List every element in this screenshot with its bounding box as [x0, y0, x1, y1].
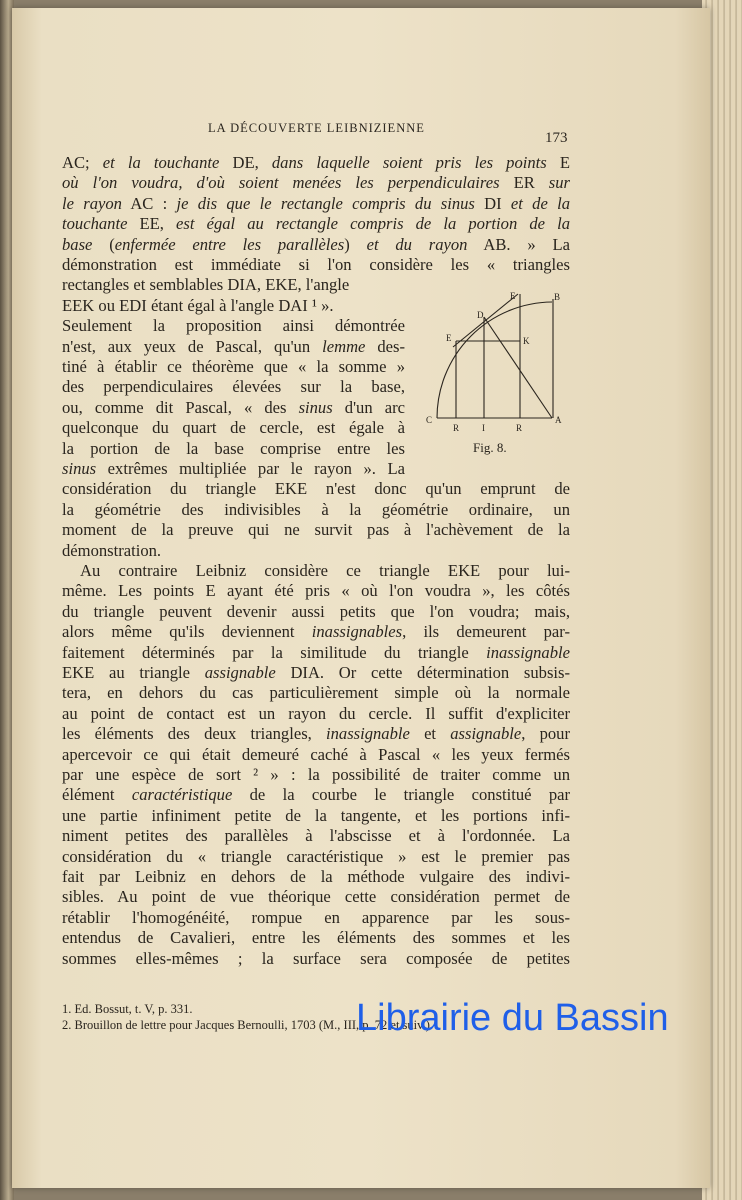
text-segment: DIA. Or cette détermination subsis-: [275, 663, 571, 682]
text-segment: fait par Leibniz en dehors de la méthode vulgaire des indivi-: [62, 867, 570, 886]
text-segment: , pour: [521, 724, 570, 744]
text-segment: AB. » La: [467, 234, 570, 254]
text-segment: n'est, aux yeux de Pascal, qu'un: [62, 336, 323, 356]
text-line: [62, 622, 570, 642]
text-line: [80, 561, 570, 581]
text-segment: moment de la preuve qui ne survit pas à l'achèvement de la: [62, 520, 570, 540]
text-segment: sommes elles-mêmes ; la surface sera composée de petites: [62, 948, 570, 968]
text-segment: considération du triangle EKE n'est donc qu'un emprunt de: [62, 479, 570, 499]
text-segment: et: [409, 724, 451, 744]
running-title: LA DÉCOUVERTE LEIBNIZIENNE: [208, 121, 425, 135]
label-D: D: [477, 310, 484, 320]
text-line: [62, 847, 570, 867]
italic-text: sinus: [62, 459, 97, 478]
label-E-left: E: [446, 333, 452, 343]
text-segment: EKE au triangle: [62, 663, 205, 682]
tangent-EE: [453, 294, 518, 347]
italic-text: dans laquelle soient pris les points: [271, 153, 547, 172]
text-segment: faitement déterminés par la similitude du triangle: [62, 642, 487, 662]
text-segment: ER: [499, 173, 549, 193]
watermark: Librairie du Bassin: [356, 997, 669, 1039]
text-segment: de la courbe le triangle constitué par: [232, 785, 571, 805]
italic-text: le rayon: [62, 193, 122, 213]
text-segment: considération du « triangle caractéristique » est le premier pas: [62, 846, 570, 866]
text-line: [62, 235, 570, 255]
text-segment: sibles. Au point de vue théorique cette considération permet de: [62, 887, 570, 907]
label-I: I: [482, 423, 485, 433]
quarter-circle-arc: [437, 302, 552, 418]
text-line: [62, 704, 570, 724]
text-line: [62, 785, 570, 805]
text-segment: rectangles et semblables DIA, EKE, l'angle: [62, 275, 350, 295]
text-line: [62, 683, 570, 703]
text-segment: EE,: [127, 214, 177, 234]
text-segment: Seulement la proposition ainsi démontrée: [62, 316, 405, 336]
text-segment: E: [546, 153, 570, 172]
italic-text: caractéristique: [131, 785, 233, 805]
text-segment: Au contraire Leibniz considère ce triangle EKE pour lui-: [80, 561, 570, 580]
text-segment: ): [344, 234, 367, 254]
italic-text: assignable: [450, 724, 522, 744]
footnote-1: 1. Ed. Bossut, t. V, p. 331.: [62, 1002, 193, 1016]
italic-text: sinus: [298, 397, 333, 417]
italic-text: où l'on voudra, d'où soient menées les perpendiculaires: [62, 173, 500, 193]
text-segment: la géométrie des indivisibles à la géométrie ordinaire, un: [62, 499, 570, 519]
text-segment: des perpendiculaires élevées sur la base,: [62, 377, 405, 397]
figure-caption: Fig. 8.: [473, 440, 507, 455]
label-K: K: [523, 336, 530, 346]
text-line: [62, 418, 405, 438]
text-segment: une partie infiniment petite de la tangente, et les portions infi-: [62, 805, 570, 825]
text-segment: ou, comme dit Pascal, « des: [62, 397, 299, 417]
page-number: 173: [545, 130, 568, 146]
text-segment: tiné à établir ce théorème que « la somme »: [62, 357, 405, 376]
italic-text: et du rayon: [366, 234, 468, 254]
text-line: [62, 173, 570, 193]
text-segment: au point de contact est un rayon du cercle. Il suffit d'expliciter: [62, 703, 570, 723]
text-segment: du triangle peuvent devenir aussi petits que l'on voudra; mais,: [62, 601, 570, 621]
text-line: [62, 908, 570, 928]
text-segment: quelconque du quart de cercle, est égale à: [62, 418, 405, 438]
text-segment: alors même qu'ils deviennent: [62, 622, 312, 642]
label-A: A: [555, 415, 562, 425]
text-line: [62, 153, 570, 173]
text-line: [62, 439, 405, 459]
text-line: [62, 765, 570, 785]
text-segment: EEK ou EDI étant égal à l'angle DAI ¹ ».: [62, 295, 334, 315]
label-R-right: R: [516, 423, 523, 433]
italic-text: lemme: [322, 336, 366, 356]
text-line: [62, 867, 570, 887]
text-line: [62, 663, 570, 683]
italic-text: enfermée entre les parallèles: [114, 234, 345, 254]
figure-8-diagram: [420, 285, 570, 435]
text-line: [62, 214, 570, 234]
text-segment: élément: [62, 785, 132, 805]
italic-text: sur: [548, 173, 570, 193]
text-line: [62, 500, 570, 520]
italic-text: assignable: [204, 663, 276, 682]
text-line: [62, 398, 405, 418]
text-segment: AC :: [121, 193, 177, 213]
text-segment: niment petites des parallèles à l'abscisse et à l'ordonnée. La: [62, 826, 570, 846]
text-line: [62, 581, 570, 601]
text-line: [62, 887, 570, 907]
text-line: [62, 479, 570, 499]
italic-text: et la touchante: [102, 153, 220, 172]
text-line: [62, 928, 570, 948]
text-line: [62, 724, 570, 744]
italic-text: inassignable: [486, 642, 570, 662]
text-segment: (: [92, 234, 115, 254]
label-E-top: E: [510, 291, 516, 301]
italic-text: touchante: [62, 214, 128, 234]
text-line: [62, 541, 570, 561]
text-line: [62, 194, 570, 214]
text-segment: la portion de la base comprise entre les: [62, 438, 405, 458]
italic-text: est égal au rectangle compris de la portion de la: [176, 214, 570, 234]
text-segment: AC;: [62, 153, 103, 172]
footnote-2: 2. Brouillon de lettre pour Jacques Bernoulli, 1703 (M., III, p. 72 et suiv.).: [62, 1018, 433, 1032]
text-line: [62, 377, 405, 397]
italic-text: base: [62, 234, 93, 254]
text-segment: tera, en dehors du cas particulièrement simple où la normale: [62, 683, 570, 703]
text-segment: extrêmes multipliée par le rayon ». La: [96, 459, 405, 478]
label-C: C: [426, 415, 433, 425]
text-line: [62, 316, 405, 336]
text-line: [62, 806, 570, 826]
text-segment: DI: [474, 193, 511, 213]
text-line: [62, 275, 405, 295]
text-segment: par une espèce de sort ² » : la possibilité de traiter comme un: [62, 765, 570, 784]
text-segment: rétablir l'homogénéité, rompue en apparence par les sous-: [62, 907, 570, 927]
text-segment: même. Les points E ayant été pris « où l'on voudra », les côtés: [62, 581, 570, 601]
text-line: [62, 459, 405, 479]
text-line: [62, 357, 405, 377]
label-R-left: R: [453, 423, 460, 433]
label-B: B: [554, 292, 561, 302]
text-line: [62, 255, 570, 275]
text-segment: d'un arc: [332, 397, 405, 417]
italic-text: je dis que le rectangle compris du sinus: [176, 193, 475, 213]
italic-text: et de la: [510, 193, 570, 213]
text-line: [62, 337, 405, 357]
text-segment: démonstration.: [62, 540, 162, 560]
italic-text: inassignable: [325, 724, 410, 744]
text-segment: DE,: [219, 153, 272, 172]
text-line: [62, 826, 570, 846]
text-segment: apercevoir ce qui était demeuré caché à Pascal « les yeux fermés: [62, 744, 570, 764]
text-line: [62, 602, 570, 622]
text-line: [62, 745, 570, 765]
text-segment: démonstration est immédiate si l'on considère les « triangles: [62, 255, 570, 274]
radius-DA: [484, 317, 552, 418]
text-line: [62, 949, 570, 969]
text-segment: des-: [365, 336, 406, 356]
text-segment: les éléments des deux triangles,: [62, 724, 326, 744]
text-line: [62, 520, 570, 540]
text-line: [62, 296, 405, 316]
text-line: [62, 643, 570, 663]
text-segment: entendus de Cavalieri, entre les éléments des sommes et les: [62, 928, 570, 948]
italic-text: inassignables: [311, 622, 403, 642]
text-segment: , ils demeurent par-: [402, 622, 570, 642]
